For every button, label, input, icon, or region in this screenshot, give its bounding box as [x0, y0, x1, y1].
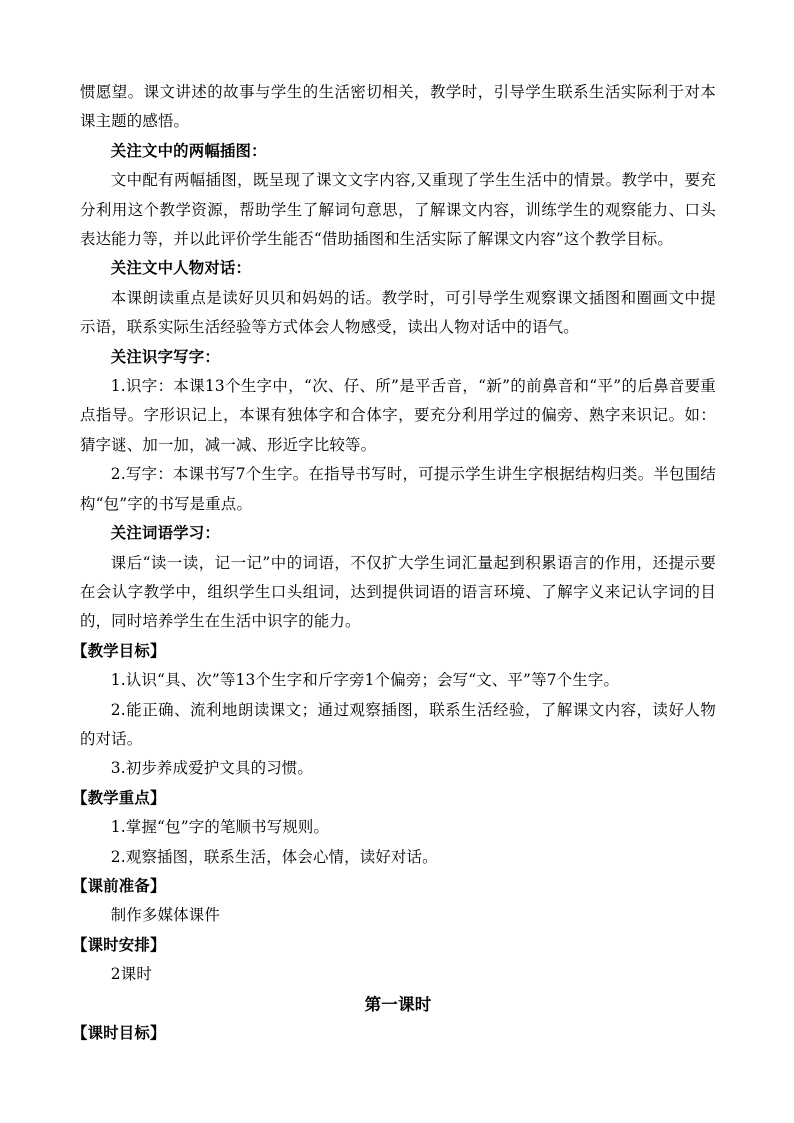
- list-item: 1.掌握“包”字的笔顺书写规则。: [110, 818, 330, 837]
- list-item: 1.认识“具、次”等13个生字和斤字旁1个偏旁；会写“文、平”等7个生字。: [110, 671, 620, 690]
- subheading-literacy: 关注识字写字：: [110, 347, 220, 366]
- section-heading-lesson-objectives: 【课时目标】: [72, 1024, 166, 1042]
- list-item: 2.能正确、流利地朗读课文；通过观察插图，联系生活经验，了解课文内容，读好人物的对话。: [80, 700, 716, 748]
- body-paragraph: 惯愿望。课文讲述的故事与学生的生活密切相关，教学时，引导学生联系生活实际利于对本课主题的感悟。: [80, 83, 716, 131]
- document-body: [72, 78, 716, 1048]
- subheading-illustrations: 关注文中的两幅插图：: [110, 141, 267, 160]
- subheading-dialogue: 关注文中人物对话：: [110, 259, 252, 278]
- subheading-vocabulary: 关注词语学习：: [110, 524, 220, 543]
- body-paragraph: 制作多媒体课件: [110, 906, 220, 925]
- list-item: 3.初步养成爱护文具的习惯。: [110, 759, 313, 778]
- lesson-title: 第一课时: [364, 994, 432, 1014]
- body-paragraph: 2课时: [110, 965, 152, 984]
- section-heading-preparation: 【课前准备】: [72, 876, 166, 895]
- body-paragraph: 本课朗读重点是读好贝贝和妈妈的话。教学时，可引导学生观察课文插图和圈画文中提示语，联系实际生活经验等方式体会人物感受，读出人物对话中的语气。: [80, 288, 716, 337]
- list-item: 2.观察插图，联系生活，体会心情，读好对话。: [110, 847, 438, 866]
- body-paragraph: 文中配有两幅插图，既呈现了课文文字内容,又重现了学生生活中的情景。教学中，要充分利用这个教学资源，帮助学生了解词句意思，了解课文内容，训练学生的观察能力、口头表达能力等，并以此评价学生能否“借助插图和生活实际了解课文内容”这个教学目标。: [80, 171, 716, 249]
- body-paragraph: 课后“读一读，记一记”中的词语，不仅扩大学生词汇量起到积累语言的作用，还提示要在会认字教学中，组织学生口头组词，达到提供词语的语言环境、了解字义来记认字词的目的，同时培养学生在生活中识字的能力。: [80, 553, 716, 631]
- list-item: 2.写字：本课书写7个生字。在指导书写时，可提示学生讲生字根据结构归类。半包围结构“包”字的书写是重点。: [80, 465, 716, 513]
- section-heading-schedule: 【课时安排】: [72, 935, 166, 954]
- section-heading-key-points: 【教学重点】: [72, 788, 166, 807]
- list-item: 1.识字：本课13个生字中，“次、仔、所”是平舌音，“新”的前鼻音和“平”的后鼻音要重点指导。字形识记上，本课有独体字和合体字，要充分利用学过的偏旁、熟字来识记。如：猜字谜、加一加，减一减、形近字比较等。: [80, 377, 716, 454]
- section-heading-objectives: 【教学目标】: [72, 641, 166, 660]
